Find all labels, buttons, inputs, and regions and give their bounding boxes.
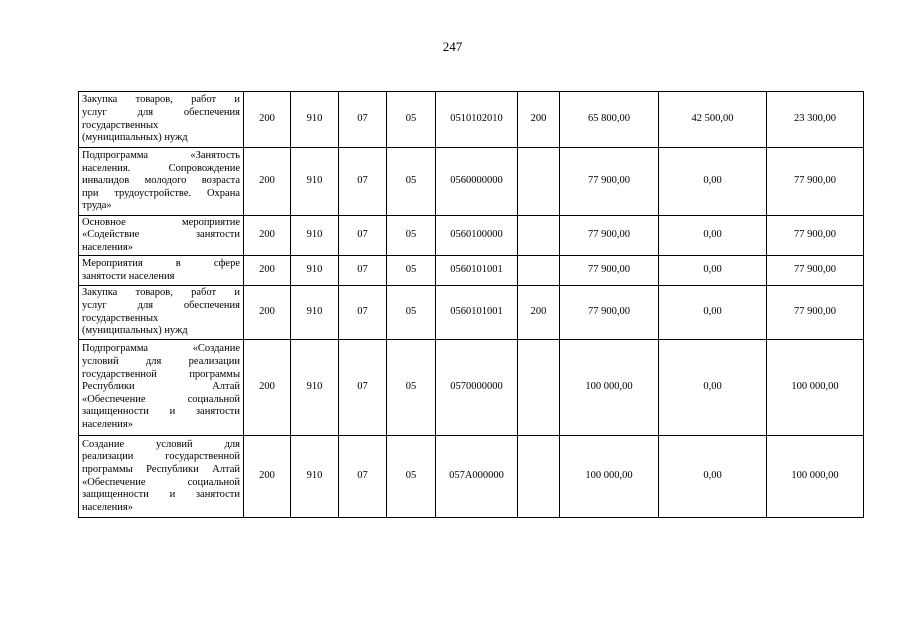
admin-code-cell: 200 bbox=[244, 340, 291, 436]
department-code-cell: 910 bbox=[291, 286, 339, 340]
target-article-cell: 0560000000 bbox=[436, 148, 518, 216]
amount-third-cell: 100 000,00 bbox=[767, 340, 864, 436]
item-name-line: государственных bbox=[82, 312, 159, 324]
amount-second-cell: 0,00 bbox=[659, 256, 767, 286]
subsection-cell: 05 bbox=[387, 340, 436, 436]
item-name-cell bbox=[79, 148, 244, 216]
budget-table bbox=[78, 91, 864, 518]
page-number: 247 bbox=[442, 39, 463, 54]
amount-third-cell: 77 900,00 bbox=[767, 256, 864, 286]
subsection-cell: 05 bbox=[387, 256, 436, 286]
item-name-line: населения. Сопровождение bbox=[82, 162, 240, 174]
item-name-line: услуг для обеспечения bbox=[82, 106, 240, 118]
item-name-cell bbox=[79, 216, 244, 256]
item-name-cell bbox=[79, 436, 244, 518]
item-name-line: Закупка товаров, работ и bbox=[82, 287, 240, 299]
table-row bbox=[79, 92, 864, 148]
admin-code-cell: 200 bbox=[244, 286, 291, 340]
subsection-cell: 05 bbox=[387, 92, 436, 148]
item-name-line: услуг для обеспечения bbox=[82, 299, 240, 311]
amount-third-cell: 77 900,00 bbox=[767, 148, 864, 216]
department-code-cell: 910 bbox=[291, 148, 339, 216]
item-name-cell bbox=[79, 340, 244, 436]
item-name-line: занятости населения bbox=[82, 270, 175, 282]
item-name-line: труда» bbox=[82, 200, 112, 212]
item-name-line: защищенности и занятости bbox=[82, 489, 240, 501]
amount-total-cell: 77 900,00 bbox=[560, 148, 659, 216]
amount-second-cell: 0,00 bbox=[659, 340, 767, 436]
amount-total-cell: 65 800,00 bbox=[560, 92, 659, 148]
amount-third-cell: 100 000,00 bbox=[767, 436, 864, 518]
table-row bbox=[79, 340, 864, 436]
amount-total-cell: 77 900,00 bbox=[560, 216, 659, 256]
target-article-cell: 0570000000 bbox=[436, 340, 518, 436]
target-article-cell: 0560101001 bbox=[436, 256, 518, 286]
admin-code-cell: 200 bbox=[244, 256, 291, 286]
admin-code-cell: 200 bbox=[244, 148, 291, 216]
section-cell: 07 bbox=[339, 340, 387, 436]
amount-second-cell: 0,00 bbox=[659, 148, 767, 216]
table-row bbox=[79, 256, 864, 286]
section-cell: 07 bbox=[339, 148, 387, 216]
amount-second-cell: 0,00 bbox=[659, 436, 767, 518]
expense-type-cell bbox=[518, 436, 560, 518]
amount-second-cell: 0,00 bbox=[659, 286, 767, 340]
amount-third-cell: 77 900,00 bbox=[767, 286, 864, 340]
admin-code-cell: 200 bbox=[244, 92, 291, 148]
department-code-cell: 910 bbox=[291, 256, 339, 286]
department-code-cell: 910 bbox=[291, 92, 339, 148]
item-name-line: при трудоустройстве. Охрана bbox=[82, 187, 240, 199]
target-article-cell: 057A000000 bbox=[436, 436, 518, 518]
expense-type-cell: 200 bbox=[518, 92, 560, 148]
item-name-line: Закупка товаров, работ и bbox=[82, 94, 240, 106]
amount-total-cell: 77 900,00 bbox=[560, 286, 659, 340]
item-name-line: Подпрограмма «Создание bbox=[82, 343, 240, 355]
target-article-cell: 0510102010 bbox=[436, 92, 518, 148]
table-row bbox=[79, 216, 864, 256]
item-name-line: «Обеспечение социальной bbox=[82, 476, 240, 488]
section-cell: 07 bbox=[339, 286, 387, 340]
item-name-cell bbox=[79, 286, 244, 340]
table-body bbox=[79, 92, 864, 518]
subsection-cell: 05 bbox=[387, 216, 436, 256]
item-name-line: населения» bbox=[82, 418, 133, 430]
item-name-line: защищенности и занятости bbox=[82, 406, 240, 418]
section-cell: 07 bbox=[339, 256, 387, 286]
table-row bbox=[79, 286, 864, 340]
item-name-line: Подпрограмма «Занятость bbox=[82, 150, 240, 162]
amount-third-cell: 77 900,00 bbox=[767, 216, 864, 256]
item-name-line: Основное мероприятие bbox=[82, 216, 240, 228]
item-name-line: реализации государственной bbox=[82, 451, 240, 463]
subsection-cell: 05 bbox=[387, 436, 436, 518]
department-code-cell: 910 bbox=[291, 216, 339, 256]
admin-code-cell: 200 bbox=[244, 216, 291, 256]
item-name-cell bbox=[79, 92, 244, 148]
target-article-cell: 0560101001 bbox=[436, 286, 518, 340]
item-name-cell bbox=[79, 256, 244, 286]
amount-total-cell: 77 900,00 bbox=[560, 256, 659, 286]
item-name-line: Республики Алтай bbox=[82, 381, 240, 393]
section-cell: 07 bbox=[339, 436, 387, 518]
amount-second-cell: 42 500,00 bbox=[659, 92, 767, 148]
item-name-line: Создание условий для bbox=[82, 438, 240, 450]
item-name-line: (муниципальных) нужд bbox=[82, 325, 188, 337]
item-name-line: «Содействие занятости bbox=[82, 229, 240, 241]
expense-type-cell bbox=[518, 340, 560, 436]
item-name-line: населения» bbox=[82, 501, 133, 513]
expense-type-cell bbox=[518, 256, 560, 286]
expense-type-cell bbox=[518, 148, 560, 216]
amount-total-cell: 100 000,00 bbox=[560, 340, 659, 436]
subsection-cell: 05 bbox=[387, 286, 436, 340]
item-name-line: государственных bbox=[82, 119, 159, 131]
item-name-line: программы Республики Алтай bbox=[82, 463, 240, 475]
item-name-line: Мероприятия в сфере bbox=[82, 257, 240, 269]
amount-third-cell: 23 300,00 bbox=[767, 92, 864, 148]
table-row bbox=[79, 148, 864, 216]
item-name-line: условий для реализации bbox=[82, 356, 240, 368]
item-name-line: населения» bbox=[82, 241, 133, 253]
subsection-cell: 05 bbox=[387, 148, 436, 216]
department-code-cell: 910 bbox=[291, 436, 339, 518]
department-code-cell: 910 bbox=[291, 340, 339, 436]
expense-type-cell: 200 bbox=[518, 286, 560, 340]
item-name-line: государственной программы bbox=[82, 368, 240, 380]
item-name-line: (муниципальных) нужд bbox=[82, 132, 188, 144]
item-name-line: инвалидов молодого возраста bbox=[82, 175, 240, 187]
section-cell: 07 bbox=[339, 92, 387, 148]
expense-type-cell bbox=[518, 216, 560, 256]
amount-total-cell: 100 000,00 bbox=[560, 436, 659, 518]
table-row bbox=[79, 436, 864, 518]
item-name-line: «Обеспечение социальной bbox=[82, 393, 240, 405]
target-article-cell: 0560100000 bbox=[436, 216, 518, 256]
amount-second-cell: 0,00 bbox=[659, 216, 767, 256]
section-cell: 07 bbox=[339, 216, 387, 256]
admin-code-cell: 200 bbox=[244, 436, 291, 518]
